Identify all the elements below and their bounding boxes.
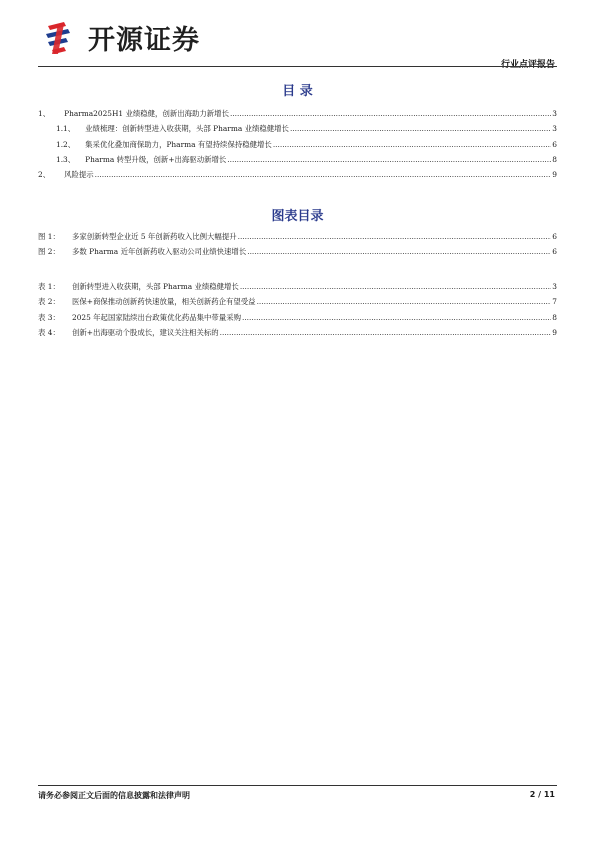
figure-entry-text: 多家创新转型企业近 5 年创新药收入比例大幅提升 xyxy=(72,232,237,241)
toc-list xyxy=(38,106,557,182)
toc-entry[interactable] xyxy=(38,167,557,182)
table-entry-page: 8 xyxy=(552,312,557,322)
leader-dots xyxy=(247,244,551,259)
table-entry-number: 表 2： xyxy=(38,297,60,307)
table-entry-number: 表 4： xyxy=(38,327,60,337)
toc-title: 目 录 xyxy=(282,84,313,99)
leader-dots xyxy=(290,121,551,136)
leader-dots xyxy=(95,167,552,182)
toc-entry-page: 3 xyxy=(552,109,557,118)
figure-entry[interactable] xyxy=(38,229,557,244)
leader-dots xyxy=(238,229,552,244)
toc-entry-text: 业绩梳理：创新转型进入收获期，头部 Pharma 业绩稳健增长 xyxy=(85,124,289,134)
leader-dots xyxy=(240,279,551,294)
figure-entry-page: 6 xyxy=(552,247,557,257)
table-entry[interactable] xyxy=(38,279,557,294)
toc-entry-page: 8 xyxy=(552,154,557,164)
page-number: 2 / 11 xyxy=(529,790,555,799)
toc-entry-page: 3 xyxy=(552,124,557,134)
table-entry-page: 3 xyxy=(552,282,557,291)
figure-entry-page: 6 xyxy=(552,232,557,241)
tables-list xyxy=(38,279,557,340)
toc-entry-text: 风险提示 xyxy=(64,170,94,180)
table-entry-text: 医保+商保推动创新药快速放量，相关创新药企有望受益 xyxy=(72,297,256,307)
figure-entry-number: 图 2： xyxy=(38,247,60,257)
table-entry-number: 表 3： xyxy=(38,312,60,322)
logo-text: 开源证券 xyxy=(88,25,200,56)
report-type-label: 行业点评报告 xyxy=(500,60,555,70)
toc-entry-page: 9 xyxy=(552,170,557,180)
toc-entry[interactable] xyxy=(38,106,557,121)
toc-entry[interactable] xyxy=(38,137,557,152)
footer-disclaimer: 请务必参阅正文后面的信息披露和法律声明 xyxy=(38,791,190,800)
company-logo xyxy=(44,18,200,57)
figure-entry-number: 图 1： xyxy=(38,232,60,241)
toc-entry-text: Pharma 转型升级，创新+出海驱动新增长 xyxy=(85,154,227,164)
footer-divider xyxy=(38,785,557,786)
table-entry-page: 7 xyxy=(552,297,557,307)
table-entry[interactable] xyxy=(38,325,557,340)
toc-entry-page: 6 xyxy=(552,139,557,149)
toc-entry-number: 1.3、 xyxy=(56,154,76,164)
toc-entry[interactable] xyxy=(38,152,557,167)
toc-entry-text: 集采优化叠加商保助力，Pharma 有望持续保持稳健增长 xyxy=(85,139,272,149)
table-entry-number: 表 1： xyxy=(38,282,60,291)
leader-dots xyxy=(257,294,552,309)
leader-dots xyxy=(273,137,551,152)
toc-entry-number: 1.2、 xyxy=(56,139,76,149)
leader-dots xyxy=(230,106,551,121)
kaiyuan-logo-icon xyxy=(44,20,84,56)
leader-dots xyxy=(220,325,552,340)
figure-entry[interactable] xyxy=(38,244,557,259)
toc-entry[interactable] xyxy=(38,121,557,136)
leader-dots xyxy=(227,152,551,167)
toc-entry-number: 1、 xyxy=(38,109,51,118)
figures-toc-title: 图表目录 xyxy=(271,209,324,224)
table-entry[interactable] xyxy=(38,294,557,309)
table-entry[interactable] xyxy=(38,310,557,325)
table-entry-text: 创新+出海驱动个股成长，建议关注相关标的 xyxy=(72,327,219,337)
figure-entry-text: 多数 Pharma 近年创新药收入驱动公司业绩快速增长 xyxy=(72,247,247,257)
toc-entry-number: 2、 xyxy=(38,170,51,180)
figures-list xyxy=(38,229,557,260)
toc-entry-number: 1.1、 xyxy=(56,124,76,134)
header-divider xyxy=(38,66,557,67)
leader-dots xyxy=(242,310,551,325)
table-entry-page: 9 xyxy=(552,327,557,337)
toc-entry-text: Pharma2025H1 业绩稳健，创新出海助力新增长 xyxy=(64,109,229,118)
table-entry-text: 2025 年起国家陆续出台政策优化药品集中带量采购 xyxy=(72,312,241,322)
table-entry-text: 创新转型进入收获期，头部 Pharma 业绩稳健增长 xyxy=(72,282,239,291)
